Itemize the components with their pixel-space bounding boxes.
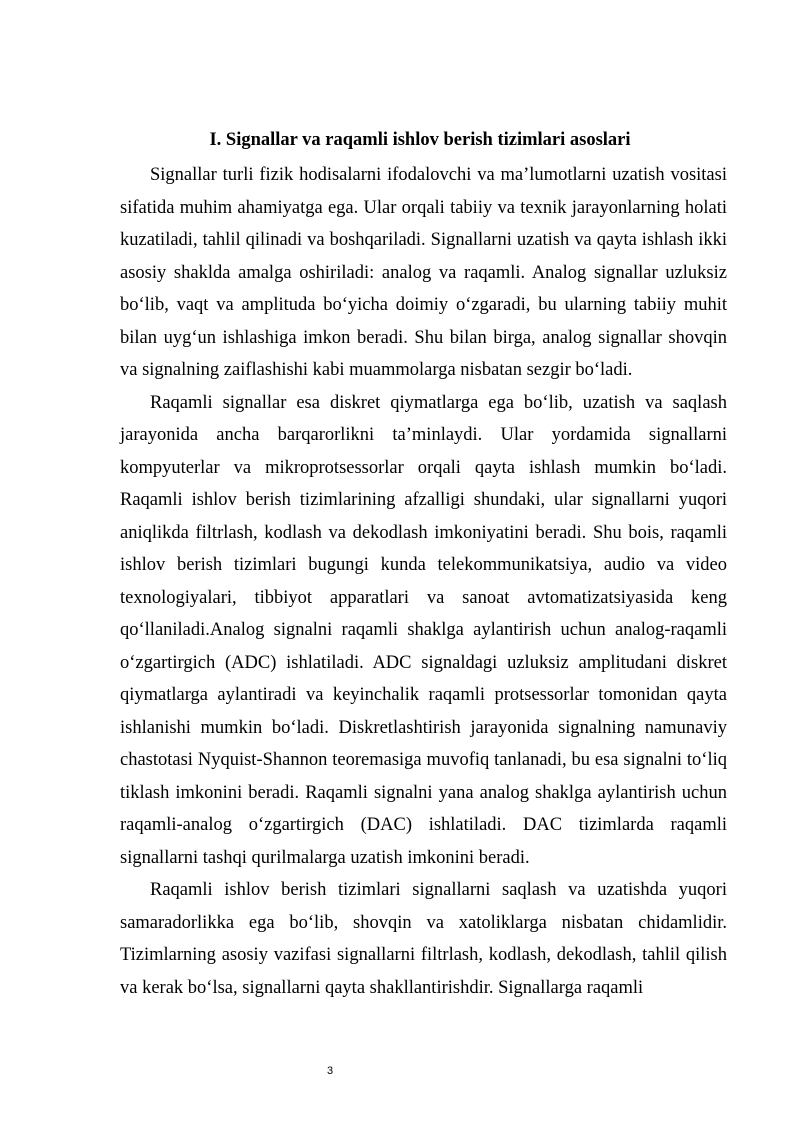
paragraph-2: Raqamli signallar esa diskret qiymatlarga ega bo‘lib, uzatish va saqlash jarayonida ancha barqarorlikni ta’minlaydi. Ular yordamida signallarni kompyuterlar va mikroprotsessorlar orqali qayta ishlash mumkin bo‘ladi. Raqamli ishlov berish tizimlarining afzalligi shundaki, ular signallarni yuqori aniqlikda filtrlash, kodlash va dekodlash imkoniyatini beradi. Shu bois, raqamli ishlov berish tizimlari bugungi kunda telekommunikatsiya, audio va video texnologiyalari, tibbiyot apparatlari va sanoat avtomatizatsiyasida keng qo‘llaniladi.Analog signalni raqamli shaklga aylantirish uchun analog-raqamli o‘zgartirgich (ADC) ishlatiladi. ADC signaldagi uzluksiz amplitudani diskret qiymatlarga aylantiradi va keyinchalik raqamli protsessorlar tomonidan qayta ishlanishi mumkin bo‘ladi. Diskretlashtirish jarayonida signalning namunaviy chastotasi Nyquist-Shannon teoremasiga muvofiq tanlanadi, bu esa signalni to‘liq tiklash imkonini beradi. Raqamli signalni yana analog shaklga aylantirish uchun raqamli-analog o‘zgartirgich (DAC) ishlatiladi. DAC tizimlarda raqamli signallarni tashqi qurilmalarga uzatish imkonini beradi.	[120, 392, 727, 868]
page-number: 3	[326, 1065, 334, 1077]
section-title: I. Signallar va raqamli ishlov berish tizimlari asoslari	[209, 130, 631, 150]
paragraph-1: Signallar turli fizik hodisalarni ifodalovchi va ma’lumotlarni uzatish vositasi sifatida muhim ahamiyatga ega. Ular orqali tabiiy va texnik jarayonlarning holati kuzatiladi, tahlil qilinadi va boshqariladi. Signallarni uzatish va qayta ishlash ikki asosiy shaklda amalga oshiriladi: analog va raqamli. Analog signallar uzluksiz bo‘lib, vaqt va amplituda bo‘yicha doimiy o‘zgaradi, bu ularning tabiiy muhit bilan uyg‘un ishlashiga imkon beradi. Shu bilan birga, analog signallar shovqin va signalning zaiflashishi kabi muammolarga nisbatan sezgir bo‘ladi.	[120, 165, 727, 380]
paragraph-3: Raqamli ishlov berish tizimlari signallarni saqlash va uzatishda yuqori samaradorlikka ega bo‘lib, shovqin va xatoliklarga nisbatan chidamlidir. Tizimlarning asosiy vazifasi signallarni filtrlash, kodlash, dekodlash, tahlil qilish va kerak bo‘lsa, signallarni qayta shakllantirishdir. Signallarga raqamli	[120, 880, 727, 998]
body-text	[120, 159, 727, 1004]
